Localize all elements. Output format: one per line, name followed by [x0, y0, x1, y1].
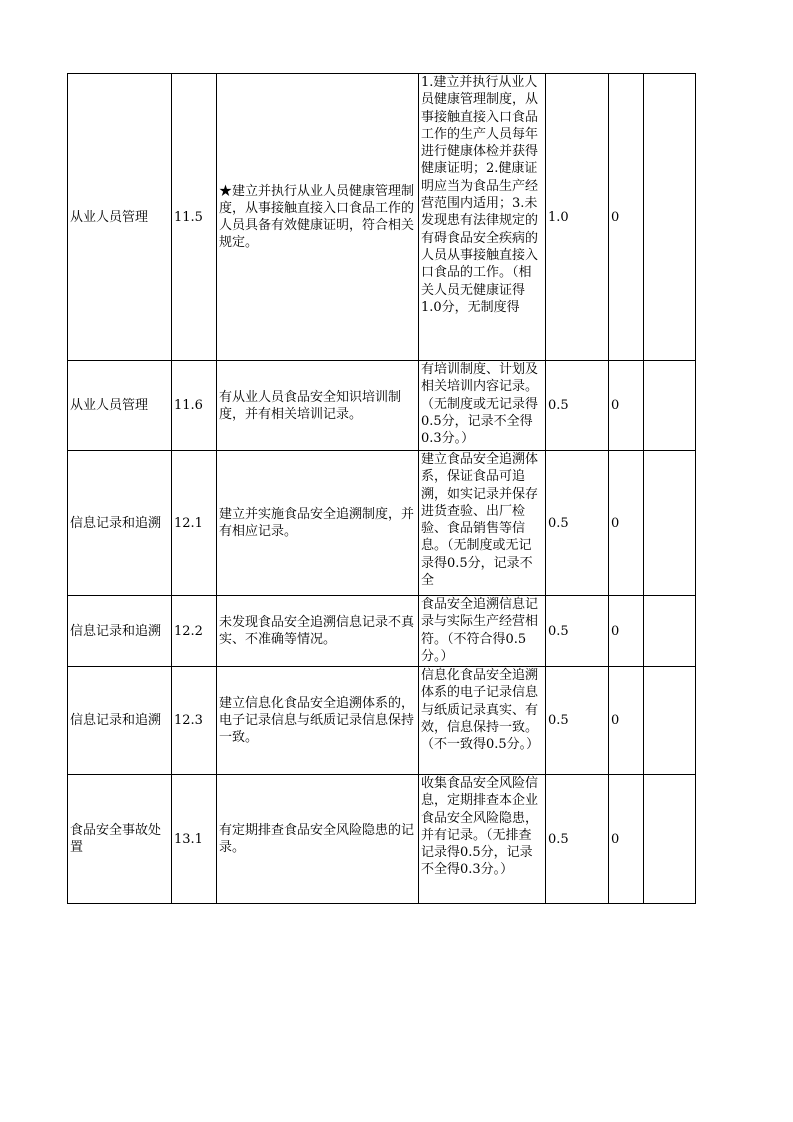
obtained-score-cell: 0 — [609, 74, 644, 361]
requirement-cell: ★建立并执行从业人员健康管理制度，从事接触直接入口食品工作的人员具备有效健康证明，符合相关规定。 — [217, 74, 419, 361]
remark-cell — [644, 451, 696, 596]
table-row — [68, 361, 696, 451]
inspection-table — [67, 73, 696, 904]
remark-cell — [644, 667, 696, 775]
item-code-cell: 12.1 — [172, 451, 217, 596]
method-cell — [419, 667, 546, 775]
category-cell: 从业人员管理 — [68, 74, 172, 361]
score-cell: 0.5 — [546, 361, 609, 451]
score-cell: 0.5 — [546, 596, 609, 667]
category-cell: 食品安全事故处置 — [68, 775, 172, 904]
item-code-cell: 11.6 — [172, 361, 217, 451]
requirement-cell: 建立信息化食品安全追溯体系的，电子记录信息与纸质记录信息保持一致。 — [217, 667, 419, 775]
requirement-cell: 未发现食品安全追溯信息记录不真实、不准确等情况。 — [217, 596, 419, 667]
obtained-score-cell: 0 — [609, 775, 644, 904]
requirement-cell: 有定期排查食品安全风险隐患的记录。 — [217, 775, 419, 904]
category-cell: 信息记录和追溯 — [68, 451, 172, 596]
requirement-cell: 建立并实施食品安全追溯制度，并有相应记录。 — [217, 451, 419, 596]
obtained-score-cell: 0 — [609, 667, 644, 775]
table-row — [68, 775, 696, 904]
method-text: 食品安全追溯信息记录与实际生产经营相符。（不符合得0.5分。） — [421, 597, 539, 664]
method-text: 收集食品安全风险信息，定期排查本企业食品安全风险隐患，并有记录。（无排查记录得0.5分，记录不全得0.3分。） — [421, 776, 539, 878]
method-text: 建立食品安全追溯体系，保证食品可追溯，如实记录并保存进货查验、出厂检验、食品销售等信息。（无制度或无记录得0.5分，记录不全 — [421, 452, 539, 589]
table-row — [68, 667, 696, 775]
table-row — [68, 451, 696, 596]
category-cell: 信息记录和追溯 — [68, 667, 172, 775]
remark-cell — [644, 596, 696, 667]
obtained-score-cell: 0 — [609, 596, 644, 667]
method-cell — [419, 451, 546, 596]
obtained-score-cell: 0 — [609, 451, 644, 596]
remark-cell — [644, 361, 696, 451]
item-code-cell: 11.5 — [172, 74, 217, 361]
score-cell: 0.5 — [546, 451, 609, 596]
item-code-cell: 13.1 — [172, 775, 217, 904]
item-code-cell: 12.2 — [172, 596, 217, 667]
remark-cell — [644, 775, 696, 904]
table-row — [68, 74, 696, 361]
method-cell — [419, 361, 546, 451]
method-cell — [419, 775, 546, 904]
method-text: 有培训制度、计划及相关培训内容记录。（无制度或无记录得0.5分，记录不全得0.3分。） — [421, 362, 539, 447]
category-cell: 信息记录和追溯 — [68, 596, 172, 667]
item-code-cell: 12.3 — [172, 667, 217, 775]
score-cell: 1.0 — [546, 74, 609, 361]
remark-cell — [644, 74, 696, 361]
method-text: 信息化食品安全追溯体系的电子记录信息与纸质记录真实、有效，信息保持一致。（不一致得0.5分。） — [421, 668, 540, 753]
score-cell: 0.5 — [546, 667, 609, 775]
method-text: 1.建立并执行从业人员健康管理制度，从事接触直接入口食品工作的生产人员每年进行健康体检并获得健康证明；2.健康证明应当为食品生产经营范围内适用；3.未发现患有法律规定的有碍食品安全疾病的人员从事接触直接入口食品的工作。（相关人员无健康证得1.0分，无制度得 — [421, 75, 539, 315]
category-cell: 从业人员管理 — [68, 361, 172, 451]
obtained-score-cell: 0 — [609, 361, 644, 451]
method-cell — [419, 74, 546, 361]
score-cell: 0.5 — [546, 775, 609, 904]
method-cell — [419, 596, 546, 667]
table-row — [68, 596, 696, 667]
requirement-cell: 有从业人员食品安全知识培训制度，并有相关培训记录。 — [217, 361, 419, 451]
